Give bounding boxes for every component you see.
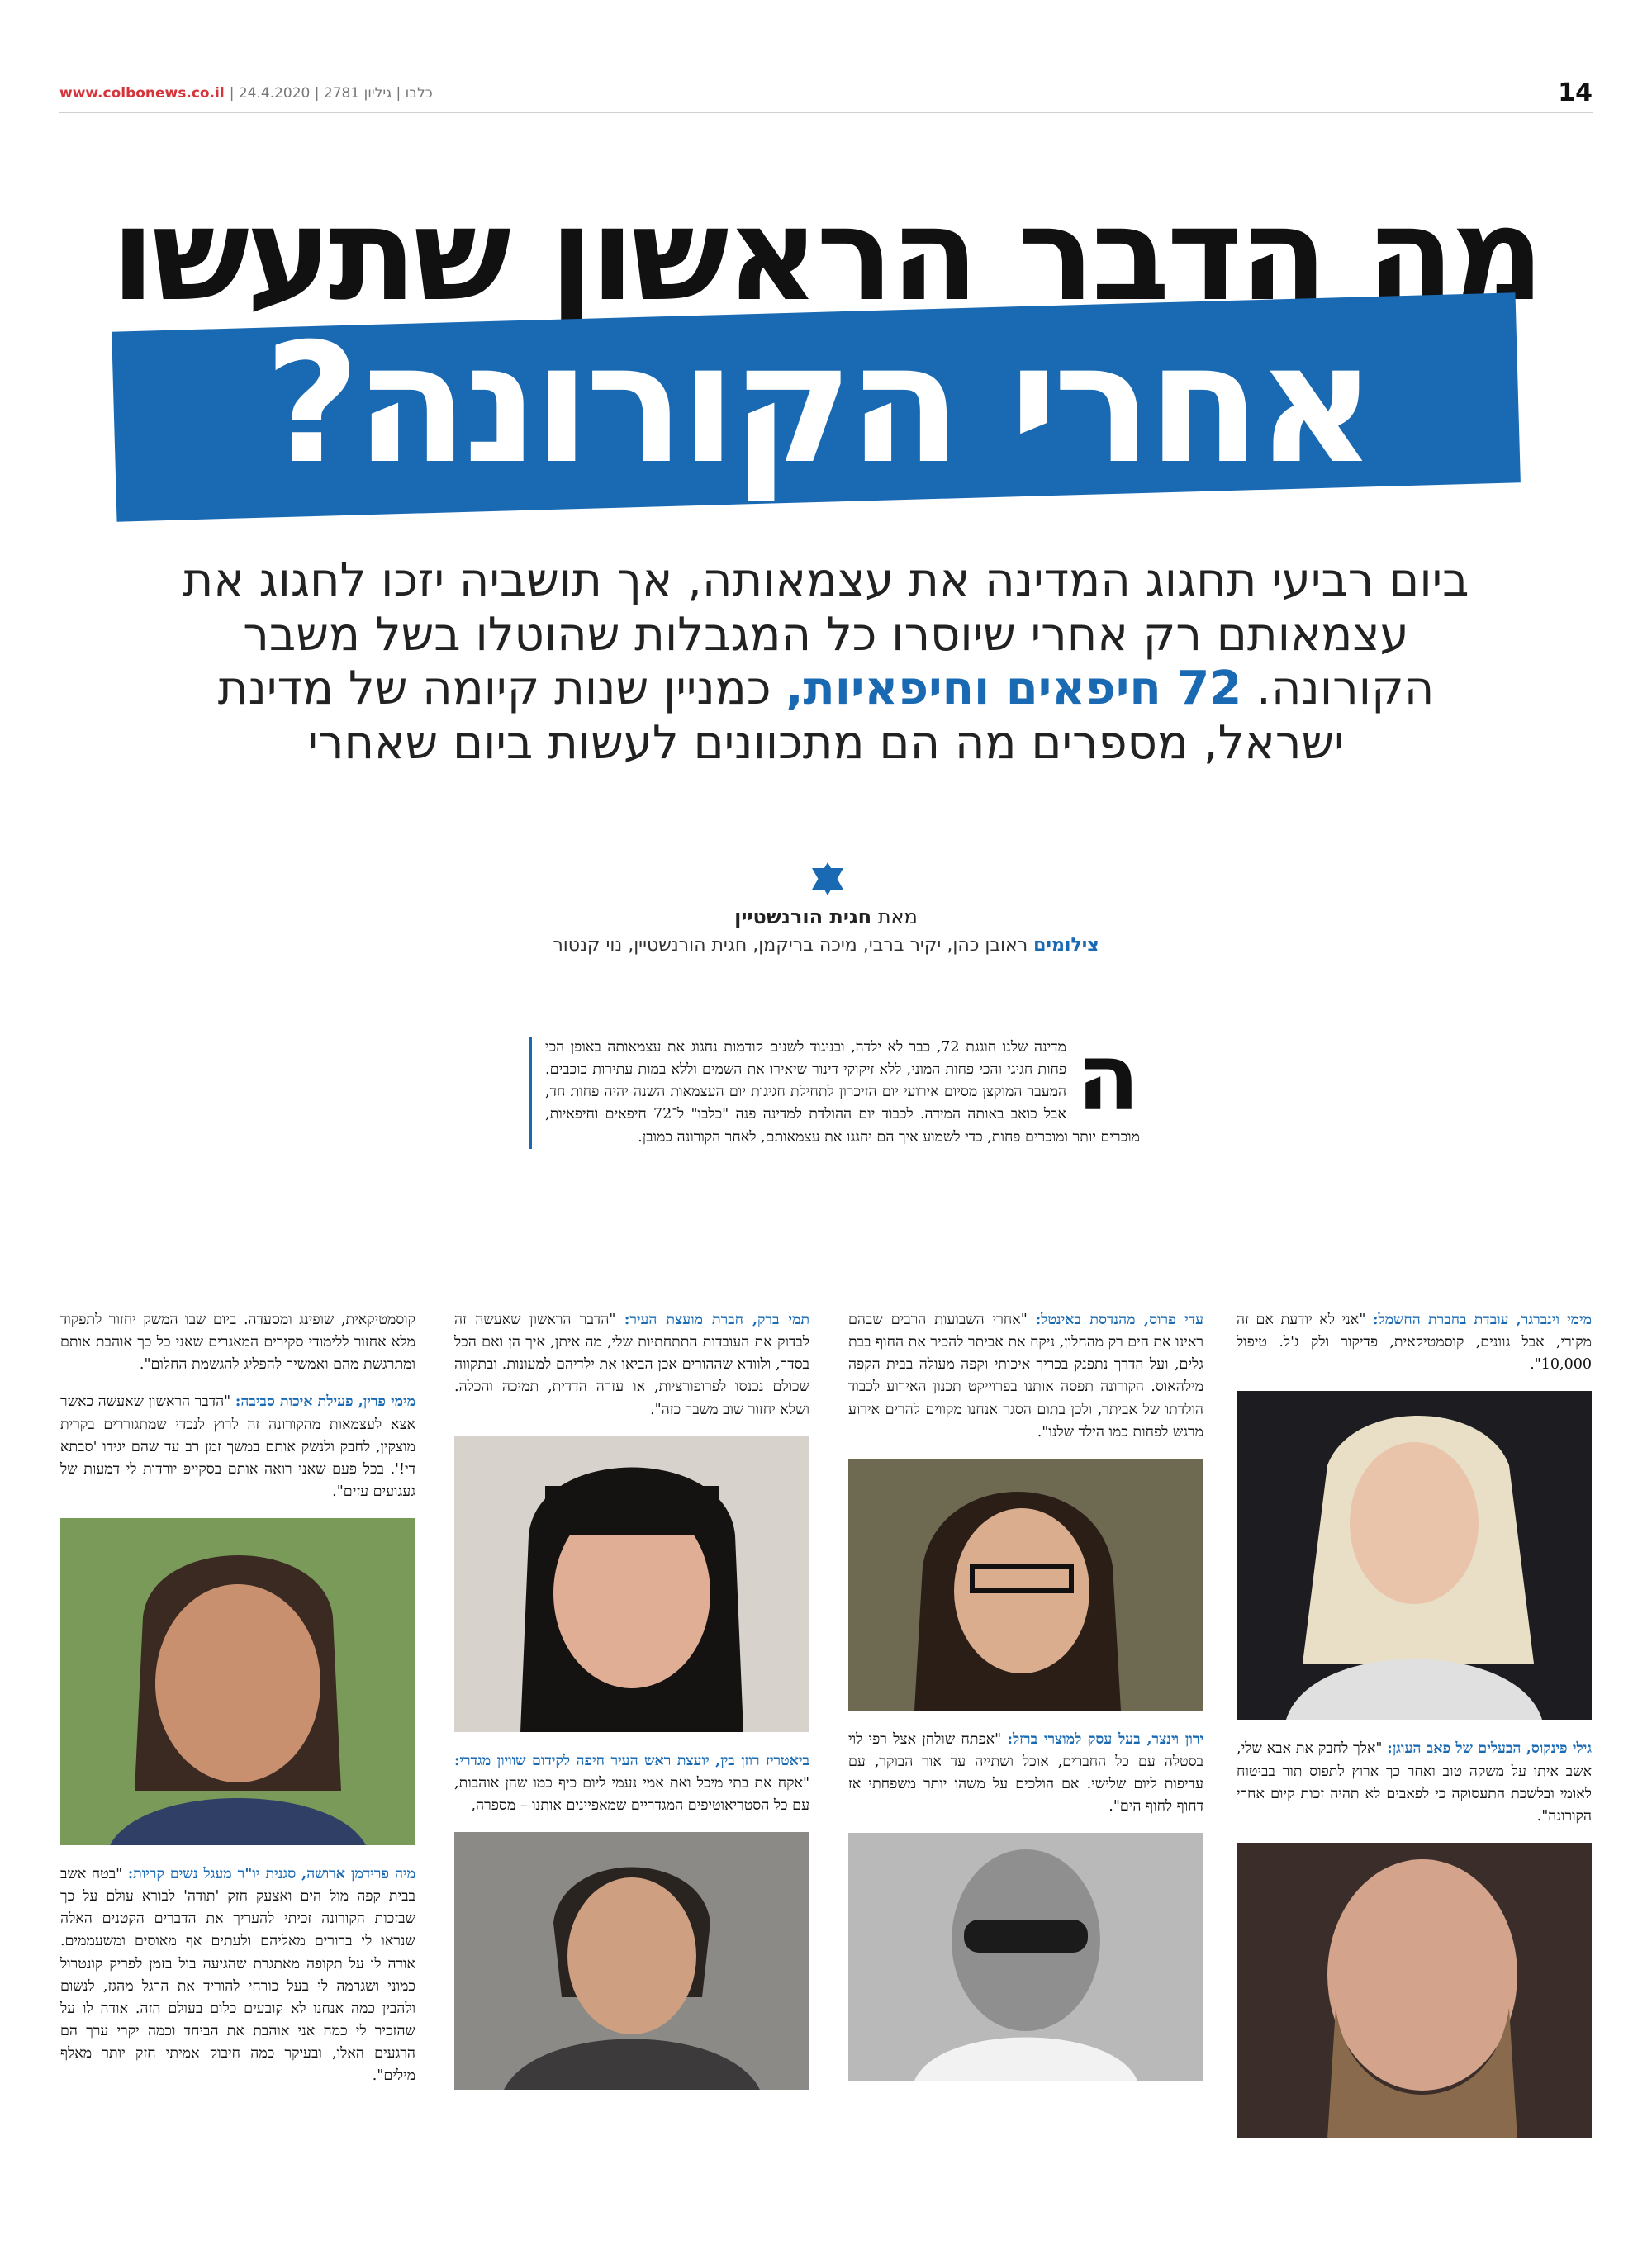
photo-credit-names: ראובן כהן, יקיר ברבי, מיכה בריקמן, חגית הורנשטיין, נוי קנטור [553,935,1028,956]
lead-part2: כמניין שנות קיומה של מדינת ישראל, מספרים מה הם מתכוונים לעשות ביום שאחרי [217,662,1345,770]
column-3 [454,1309,809,2108]
page-number: 14 [1558,78,1593,107]
person-name: מיה פרידמן ארושה, סגנית יו"ר מעגל נשים קריות: [127,1866,415,1882]
quote-text: "אחרי השבועות הרבים שבהם ראינו את הים רק מהחלון, ניקח את אביתר להכיר את החוף בבת גלים, ועל הדרך נתפנק בכריך איכותי וקפה מעולה בבית הקפה מילהאוס. הקורונה תפסה אותנו בפרוייקט תכנון האירוע לכבוד הולדתו של אביתר, ולכן בתום הסגר אנחנו מקווים להרים אירוע מרגש לפחות כמו הילד שלנו". [848,1312,1203,1441]
dropcap: ה [1076,1024,1140,1132]
portrait-photo [1237,1391,1592,1720]
column-1 [1237,1309,1592,2157]
byline-prefix: מאת [877,905,918,928]
quote-block [848,1309,1203,1444]
portrait-photo [1237,1843,1592,2138]
quote-text: "אלך לחבק את אבא שלי, אשב איתו על משקה טוב ואחר כך ארוץ לתפוס תור בביטוח לאומי ובלשכת התעסוקה כי לפאבים לא תהיה זכות קיום אחרי הקורונה". [1237,1740,1592,1825]
photo-credit [330,935,1322,956]
quote-block [454,1750,809,1817]
website-link[interactable]: www.colbonews.co.il [59,85,225,102]
portrait-photo [454,1436,809,1732]
intro-text: מדינה שלנו חוגגת 72, כבר לא ילדה, ובניגוד לשנים קודמות נחגוג את עצמאותה באופן הכי פחות חגיגי והכי פחות המוני, ללא זיקוקי דינור שיאירו את השמים וללא במות עתירות כוכבים. המעבר המוקצן מסיום אירועי יום הזיכרון לתחילת חגיגות יום העצמאות השנה יהיה פחות חד, אבל כואב באותה המידה. לכבוד יום ההולדת למדינה פנה "כלבו" ל־72 חיפאים וחיפאיות, מוכרים יותר ומוכרים פחות, כדי לשמוע איך הם יחגגו את עצמאותם, לאחר הקורונה כמובן. [545,1039,1140,1146]
quote-block [1237,1738,1592,1828]
quote-text: "אפתח שולחן אצל רפי לוי בסטלה עם כל החברים, אוכל ושתייה עד אור הבוקר, עם עדיפות ליום שלישי. אם הולכים על משהו יותר משפחתי אז דחוף לחוף הים". [848,1730,1203,1815]
photo-credit-label: צילומים [1033,935,1099,956]
person-name: ירון וינצר, בעל עסק למוצרי ברזל: [1007,1730,1203,1748]
quote-block [848,1729,1203,1819]
quote-text: "בטח אשב בבית קפה מול הים ואצעק חזק 'תודה' לבורא עולם על כך שבזכות הקורונה זכיתי להעריך את הדברים הקטנים האלה שנראו לי ברורים מאליהם ולעתים אף מאוסים ומשעממים. אודה לו על תקופה מאתגרת שהגיעה בול בזמן לפריק קונטרול כמוני ושגרמה לי בעל כורחי להוריד את הרגל מהגז, לנשום ולהבין כמה אנחנו לא קובעים כלום בעולם הזה. אודה לו על שהזכיר לי כמה אני אוהבת את הביחד וכמה יקרי ערך הם הרגעים האלו, ובעיקר כמה חיבוק אמיתי חזק יותר מאלף מילים". [60,1866,415,2085]
star-of-david-icon [809,861,846,897]
headline-line1: מה הדבר הראשון שתעשו [111,179,1541,330]
page-header [59,78,1593,113]
person-name: עדי פרוס, מהנדסת באינטל: [1035,1312,1204,1328]
person-name: מימי פרין, פעילת איכות סביבה: [235,1393,415,1411]
quote-text: "אני לא יודעת אם זה מקורי, אבל גוונים, קוסמטיקאית, פדיקור ולק ג'ל. טיפול 10,000". [1237,1312,1592,1374]
portrait-photo [454,1832,809,2090]
quote-text: "הדבר הראשון שאעשה כאשר אצא לעצמאות מהקורונה זה לרוץ לנכדי שמתגוררים בקרית מוצקין, לחבק ולנשק אותם במשך זמן רב עד שהם יגידו 'סבתא די!'. בכל פעם שאני רואה אותם בסקייפ יורדות לי דמעות של געגועים עזים". [60,1393,415,1500]
person-name: מימי וינברגר, עובדת בחברת החשמל: [1373,1312,1592,1328]
intro-box [529,1024,1140,1149]
issue-text: | כלבו | גיליון 2781 | 24.4.2020 [229,85,433,102]
quote-text: "אקח את בתי מיכל ואת אמי נעמי ליום כיף כמו שהן אוהבות, עם כל הסטריאוטיפים המגדריים שמאפיינים אותנו – מספרה, [454,1774,809,1814]
portrait-photo [60,1518,415,1845]
person-name: ביאטריז רוזן בין, יועצת ראש העיר חיפה לקידום שוויון מגדרי: [454,1752,809,1769]
person-name: גילי פינקוס, הבעלים של פאב העוגן: [1387,1740,1592,1758]
headline-line2: אחרי הקורונה? [263,308,1372,501]
quote-text: "הדבר הראשון שאעשה זה לבדוק את העובדות התתחתיות שלי, מה איתן, איך הן ואם הכל בסדר, ולוודא שההורים אכן הביאו את ילדיהם למעונות. ובתקווה שכולם נכנסו לפרופורציות, או עזרה הדדית, תמיכה והכלה. ושלא יחזור שוב משבר כזה". [454,1312,809,1418]
byline-author: חגית הורנשטיין [734,905,872,928]
byline [413,905,1239,928]
portrait-photo [848,1459,1203,1711]
column-4 [60,1309,415,2102]
quote-block [60,1863,415,2087]
lead-part1: ביום רביעי תחגוג המדינה את עצמאותה, אך תושביה יזכו לחגוג את עצמאותם רק אחרי שיוסרו כל המגבלות שהוטלו בשל משבר הקורונה. [183,553,1469,716]
lead-paragraph [165,553,1487,770]
quote-block: קוסמטיקאית, שופינג ומסעדה. ביום שבו המשק יחזור לתפקוד מלא אחזור ללימודי סקירים המאגרים שאני כל כך אוהבת אותם ומתרגשת מהם ואמשיך להפליג להגשמת החלום". [60,1312,415,1374]
lead-highlight: 72 חיפאים וחיפאיות, [786,662,1242,716]
person-name: תמי ברק, חברת מועצת העיר: [624,1312,809,1328]
issue-info [59,85,433,102]
portrait-photo [848,1833,1203,2081]
column-2 [848,1309,1203,2099]
quote-block [1237,1309,1592,1376]
quote-block [60,1391,415,1503]
quote-block [454,1309,809,1422]
